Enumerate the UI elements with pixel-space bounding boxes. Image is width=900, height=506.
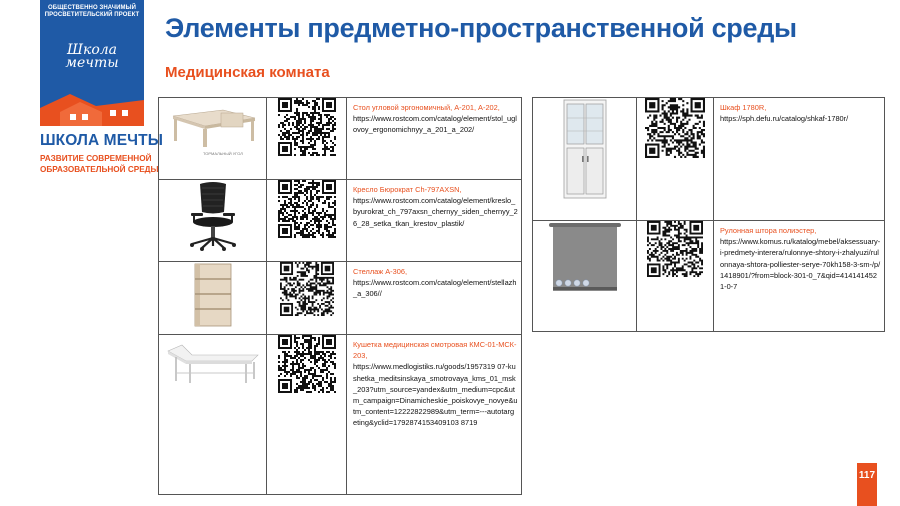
qr-code-icon bbox=[278, 180, 336, 238]
roller-blind-icon bbox=[545, 221, 625, 297]
qr-code-cell bbox=[637, 98, 714, 221]
table-row bbox=[159, 335, 522, 495]
item-url[interactable]: https://www.medlogistiks.ru/goods/1957319 07-kushetka_meditsinskaya_smotrovaya_kms_01_msk_203?utm_source=yandex&utm_medium=cpc&utm_campaign=Dinamicheskie_poiskovye_novye&utm_content=12222822989&utm_term=---autotargeting&yclid=1792874153409103 8719 bbox=[353, 362, 518, 428]
brand-subtitle-line: ОБРАЗОВАТЕЛЬНОЙ СРЕДЫ bbox=[40, 164, 159, 174]
logo-script-line: мечты bbox=[65, 55, 119, 71]
item-description-cell bbox=[347, 98, 522, 180]
image-caption: ТОРМАЛЬНЫЙ УГОЛ bbox=[202, 151, 243, 156]
item-url[interactable]: https://www.komus.ru/katalog/mebel/aksessuary-i-predmety-interera/rulonnye-shtory-i-zhalyuzi/rulonnaya-shtora-polliester-serye-70kh158-3-sm-/p/1418901/?from=block-301-0_7&qid=4141414521-0-7 bbox=[720, 237, 881, 292]
item-image-cell bbox=[159, 262, 267, 335]
project-logo bbox=[40, 0, 144, 126]
medical-cabinet-icon bbox=[558, 98, 612, 202]
item-description-cell bbox=[714, 98, 885, 221]
brand-title: ШКОЛА МЕЧТЫ bbox=[40, 132, 163, 149]
item-description-cell bbox=[714, 221, 885, 332]
item-url[interactable]: https://www.rostcom.com/catalog/element/stol_uglovoy_ergonomichnyy_a_201_a_202/ bbox=[353, 114, 517, 135]
item-image-cell bbox=[533, 98, 637, 221]
corner-desk-icon bbox=[165, 98, 261, 158]
item-description-cell bbox=[347, 262, 522, 335]
qr-code-cell bbox=[267, 180, 347, 262]
item-image-cell bbox=[533, 221, 637, 332]
table-row bbox=[159, 180, 522, 262]
item-name: Рулонная штора полиэстер, bbox=[720, 226, 817, 235]
table-row bbox=[159, 262, 522, 335]
qr-code-cell bbox=[267, 335, 347, 495]
qr-code-icon bbox=[278, 98, 336, 156]
right-items-table bbox=[532, 97, 885, 332]
qr-code-icon bbox=[647, 221, 703, 277]
item-url[interactable]: https://sph.defu.ru/catalog/shkaf-1780r/ bbox=[720, 114, 849, 124]
qr-code-cell bbox=[637, 221, 714, 332]
item-name: Стол угловой эргономичный, А-201, А-202, bbox=[353, 103, 500, 112]
page-subtitle: Медицинская комната bbox=[165, 64, 330, 81]
item-url[interactable]: https://www.rostcom.com/catalog/element/kreslo_byurokrat_ch_797axsn_chernyy_siden_chernyy_26_28_setka_tkan_krestov_plastik/ bbox=[353, 196, 518, 228]
table-row bbox=[159, 98, 522, 180]
table-row bbox=[533, 98, 885, 221]
qr-code-icon bbox=[645, 98, 705, 158]
qr-code-icon bbox=[280, 262, 334, 316]
logo-script-line: Школа bbox=[66, 42, 118, 58]
page-number-bar bbox=[857, 489, 877, 506]
medical-couch-icon bbox=[162, 335, 264, 385]
qr-code-icon bbox=[278, 335, 336, 393]
item-name: Кушетка медицинская смотровая КМС-01-МСК-203, bbox=[353, 340, 517, 361]
page-number: 117 bbox=[857, 463, 877, 489]
logo-caption-line: ПРОСВЕТИТЕЛЬСКИЙ ПРОЕКТ bbox=[44, 12, 140, 18]
item-url[interactable]: https://www.rostcom.com/catalog/element/stellazh_a_306// bbox=[353, 278, 517, 299]
page-title: Элементы предметно-пространственной среды bbox=[165, 13, 797, 43]
qr-code-cell bbox=[267, 262, 347, 335]
item-image-cell bbox=[159, 335, 267, 495]
house-icon bbox=[40, 86, 144, 126]
item-image-cell bbox=[159, 180, 267, 262]
office-chair-icon bbox=[178, 180, 248, 252]
brand-subtitle-line: РАЗВИТИЕ СОВРЕМЕННОЙ bbox=[40, 154, 152, 163]
item-description-cell bbox=[347, 180, 522, 262]
shelving-icon bbox=[191, 262, 235, 328]
logo-project-caption bbox=[44, 5, 140, 19]
item-name: Шкаф 1780R, bbox=[720, 103, 767, 112]
qr-code-cell bbox=[267, 98, 347, 180]
item-name: Стеллаж А-306, bbox=[353, 267, 408, 276]
logo-script-text bbox=[54, 44, 130, 70]
item-image-cell bbox=[159, 98, 267, 180]
item-name: Кресло Бюрократ Ch-797AXSN, bbox=[353, 185, 462, 194]
table-row bbox=[533, 221, 885, 332]
left-items-table bbox=[158, 97, 522, 495]
item-description-cell bbox=[347, 335, 522, 495]
logo-caption-line: ОБЩЕСТВЕННО ЗНАЧИМЫЙ bbox=[48, 5, 136, 11]
brand-subtitle bbox=[40, 154, 159, 175]
